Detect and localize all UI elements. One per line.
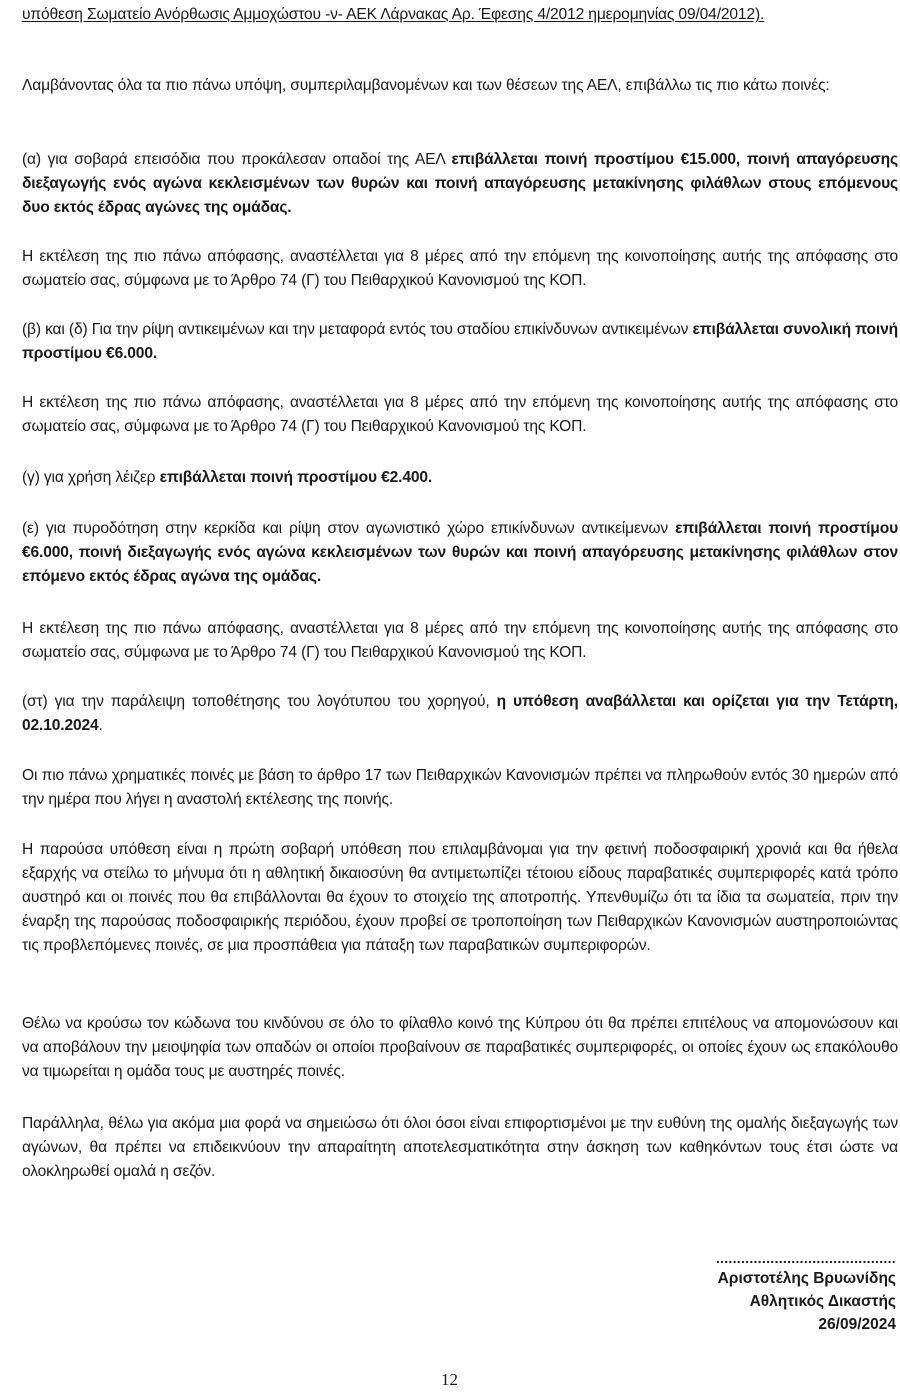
paragraph-intro: Λαμβάνοντας όλα τα πιο πάνω υπόψη, συμπεριλαμβανομένων και των θέσεων της ΑΕΛ, επιβάλλω τις πιο κάτω ποινές: (22, 77, 830, 94)
paragraph-suspension-3: Η εκτέλεση της πιο πάνω απόφασης, αναστέλλεται για 8 μέρες από την επόμενη της κοινοποίησης αυτής της απόφασης στο σωματείο σας, σύμφωνα με το Άρθρο 74 (Γ) του Πειθαρχικού Κανονισμού της ΚΟΠ. (22, 620, 898, 661)
paragraph-warning-fans: Θέλω να κρούσω τον κώδωνα του κινδύνου σε όλο το φίλαθλο κοινό της Κύπρου ότι θα πρέπει επιτέλους να απομονώσουν και να αποβάλουν την μειοψηφία των οπαδών οι οποίοι προβαίνουν σε παραβατικές συμπεριφορές, οι οποίες έχουν ως επακόλουθο να τιμωρείται η ομάδα τους με αυστηρές ποινές. (22, 1015, 898, 1080)
penalty-b-d-description: (β) και (δ) Για την ρίψη αντικειμένων και την μεταφορά εντός του σταδίου επικίνδυνων αντικειμένων (22, 321, 693, 338)
signature-line: ........................................... (715, 1250, 896, 1266)
page-number: 12 (441, 1370, 458, 1389)
signatory-name: Αριστοτέλης Βρυωνίδης (717, 1270, 896, 1287)
paragraph-penalty-e (22, 517, 898, 589)
penalty-st-description: (στ) για την παράλειψη τοποθέτησης του λογότυπου του χορηγού, (22, 693, 497, 710)
penalty-b-d-sanction: επιβάλλεται συνολική ποινή προστίμου €6.000. (22, 321, 898, 362)
paragraph-penalty-st (22, 690, 898, 738)
penalty-c-description: (γ) για χρήση λέιζερ (22, 469, 160, 486)
paragraph-penalty-c (22, 466, 898, 490)
paragraph-suspension-2: Η εκτέλεση της πιο πάνω απόφασης, αναστέλλεται για 8 μέρες από την επόμενη της κοινοποίησης αυτής της απόφασης στο σωματείο σας, σύμφωνα με το Άρθρο 74 (Γ) του Πειθαρχικού Κανονισμού της ΚΟΠ. (22, 394, 898, 435)
penalty-c-sanction: επιβάλλεται ποινή προστίμου €2.400. (159, 469, 433, 486)
penalty-st-decision: η υπόθεση αναβάλλεται και ορίζεται για την Τετάρτη, 02.10.2024 (22, 693, 898, 734)
penalty-a-description: (α) για σοβαρά επεισόδια που προκάλεσαν οπαδοί της ΑΕΛ (22, 151, 452, 168)
penalty-st-tail: . (98, 717, 103, 734)
paragraph-suspension-1: Η εκτέλεση της πιο πάνω απόφασης, αναστέλλεται για 8 μέρες από την επόμενη της κοινοποίησης αυτής της απόφασης στο σωματείο σας, σύμφωνα με το Άρθρο 74 (Γ) του Πειθαρχικού Κανονισμού της ΚΟΠ. (22, 248, 898, 289)
signature-date: 26/09/2024 (818, 1316, 896, 1333)
penalty-e-description: (ε) για πυροδότηση στην κερκίδα και ρίψη στον αγωνιστικό χώρο επικίνδυνων αντικείμενων (22, 520, 676, 537)
paragraph-penalty-b-d (22, 318, 898, 366)
paragraph-payment-terms: Οι πιο πάνω χρηματικές ποινές με βάση το άρθρο 17 των Πειθαρχικών Κανονισμών πρέπει να πληρωθούν εντός 30 ημερών από την ημέρα που λήγει η αναστολή εκτέλεσης της ποινής. (22, 767, 898, 808)
paragraph-responsibility: Παράλληλα, θέλω για ακόμα μια φορά να σημειώσω ότι όλοι όσοι είναι επιφορτισμένοι με την ευθύνη της ομαλής διεξαγωγής των αγώνων, θα πρέπει να επιδεικνύουν την απαραίτητη αποτελεσματικότητα στην άσκηση των καθηκόντων τους έτσι ώστε να ολοκληρωθεί ομαλά η σεζόν. (22, 1115, 898, 1180)
paragraph-commentary: Η παρούσα υπόθεση είναι η πρώτη σοβαρή υπόθεση που επιλαμβάνομαι για την φετινή ποδοσφαιρική χρονιά και θα ήθελα εξαρχής να στείλω το μήνυμα ότι η αθλητική δικαιοσύνη θα αντιμετωπίζει τέτοιου είδους παραβατικές συμπεριφορές κατά τρόπο αυστηρό και οι ποινές που θα επιβάλλονται θα έχουν το στοιχείο της αποτροπής. Υπενθυμίζω ότι τα ίδια τα σωματεία, πριν την έναρξη της παρούσας ποδοσφαιρικής περιόδου, έχουν προβεί σε τροποποίηση των Πειθαρχικών Κανονισμών αυστηροποιώντας τις προβλεπόμενες ποινές, σε μια προσπάθεια για πάταξη των παραβατικών συμπεριφορών. (22, 841, 898, 954)
paragraph-penalty-a (22, 148, 898, 220)
penalty-a-sanction: επιβάλλεται ποινή προστίμου €15.000, ποινή απαγόρευσης διεξαγωγής ενός αγώνα κεκλεισμένων των θυρών και ποινή απαγόρευσης μετακίνησης φιλάθλων στους επόμενους δυο εκτός έδρας αγώνες της ομάδας. (22, 151, 898, 216)
signatory-title: Αθλητικός Δικαστής (749, 1293, 896, 1310)
paragraph-case-reference: υπόθεση Σωματείο Ανόρθωσις Αμμοχώστου -ν- ΑΕΚ Λάρνακας Αρ. Έφεσης 4/2012 ημερομηνίας 09/04/2012). (22, 6, 765, 23)
penalty-e-sanction: επιβάλλεται ποινή προστίμου €6.000, ποινή διεξαγωγής ενός αγώνα κεκλεισμένων των θυρών και ποινή απαγόρευσης μετακίνησης φιλάθλων στον επόμενο εκτός έδρας αγώνα της ομάδας. (22, 520, 899, 585)
